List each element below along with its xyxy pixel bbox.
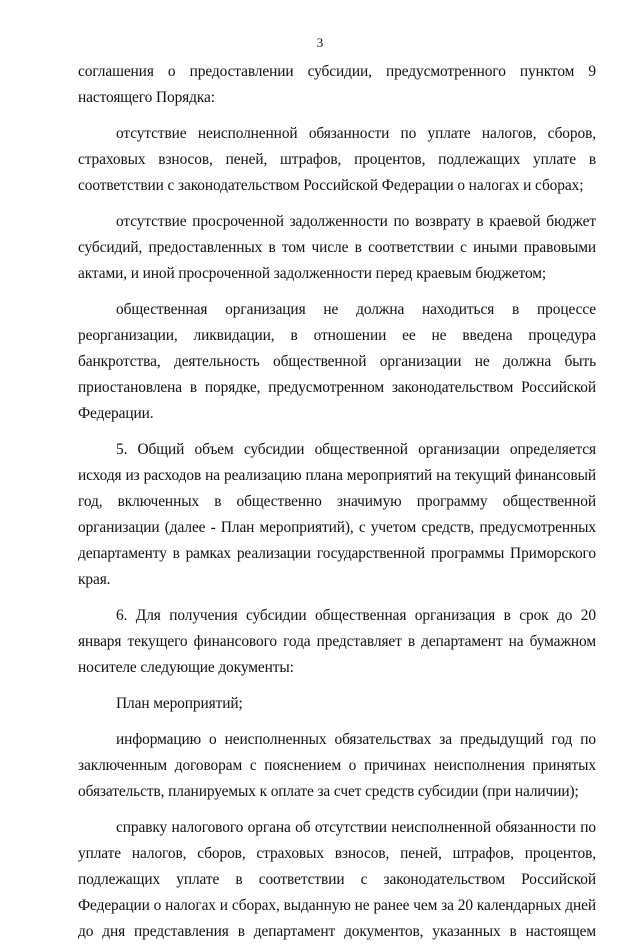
paragraph-obligations-info: информацию о неисполненных обязательствах за предыдущий год по заключенным договорам с пояснением о причинах неисполнения принятых обязательств, планируемых к оплате за счет средств субсидии (при наличии); xyxy=(78,731,596,800)
paragraph-plan-item: План мероприятий; xyxy=(116,695,243,712)
paragraph-no-tax-debt: отсутствие неисполненной обязанности по уплате налогов, сборов, страховых взносов, пеней, штрафов, процентов, подлежащих уплате в соответствии с законодательством Российской Федерации о налогах и сборах; xyxy=(78,125,596,194)
paragraph-clause-6: 6. Для получения субсидии общественная организация в срок до 20 января текущего финансового года представляет в департамент на бумажном носителе следующие документы: xyxy=(78,607,596,676)
document-body xyxy=(78,59,596,945)
paragraph-clause-5: 5. Общий объем субсидии общественной организации определяется исходя из расходов на реализацию плана мероприятий на текущий финансовый год, включенных в общественно значимую программу общественной организации (далее - План мероприятий), с учетом средств, предусмотренных департаменту в рамках реализации государственной программы Приморского края. xyxy=(78,441,596,588)
paragraph-continuation: соглашения о предоставлении субсидии, предусмотренного пунктом 9 настоящего Порядка: xyxy=(78,63,596,106)
paragraph-tax-certificate: справку налогового органа об отсутствии неисполненной обязанности по уплате налогов, сборов, страховых взносов, пеней, штрафов, процентов, подлежащих уплате в соответствии с законодательством Российской Федерации о налогах и сборах, выданную не ранее чем за 20 календарных дней до дня представления в департамент документов, указанных в настоящем xyxy=(78,819,596,940)
page-number: 3 xyxy=(316,35,324,50)
paragraph-no-budget-debt: отсутствие просроченной задолженности по возврату в краевой бюджет субсидий, предоставленных в том числе в соответствии с иными правовыми актами, и иной просроченной задолженности перед краевым бюджетом; xyxy=(78,213,596,282)
paragraph-no-reorganization: общественная организация не должна находиться в процессе реорганизации, ликвидации, в отношении ее не введена процедура банкротства, деятельность общественной организации не должна быть приостановлена в порядке, предусмотренном законодательством Российской Федерации. xyxy=(78,301,596,422)
